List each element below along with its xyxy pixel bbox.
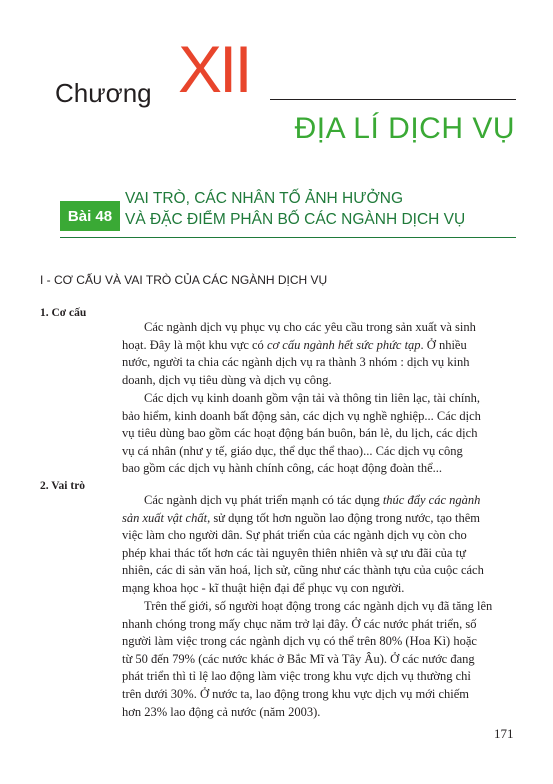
text-line: trên dưới 30%. Ở nước ta, lao động trong khu vực dịch vụ mới chiếm (122, 686, 470, 701)
text-span: Các ngành dịch vụ phát triển mạnh có tác dụng (144, 493, 383, 507)
text-line: doanh, dịch vụ tiêu dùng và dịch vụ công. (122, 372, 332, 387)
section-heading: I - CƠ CẤU VÀ VAI TRÒ CỦA CÁC NGÀNH DỊCH VỤ (40, 273, 328, 287)
text-line: bao gồm các dịch vụ hành chính công, các hoạt động đoàn thể... (122, 461, 443, 476)
text-line: vụ tiêu dùng bao gồm các hoạt động bán buôn, bán lẻ, du lịch, các dịch (122, 426, 478, 441)
lesson-title-line-1: VAI TRÒ, CÁC NHÂN TỐ ẢNH HƯỞNG (125, 190, 404, 207)
chapter-title: ĐỊA LÍ DỊCH VỤ (294, 112, 515, 145)
text-line: Trên thế giới, số người hoạt động trong các ngành dịch vụ đã tăng lên (144, 599, 493, 613)
chapter-number: XII (178, 32, 250, 106)
text-line: phát triển thì tỉ lệ lao động làm việc trong khu vực dịch vụ thường chỉ (122, 669, 471, 684)
text-line: nước, người ta chia các ngành dịch vụ ra thành 3 nhóm : dịch vụ kinh (122, 355, 470, 370)
text-line: người làm việc trong các ngành dịch vụ có thể trên 80% (Hoa Kì) hoặc (122, 634, 477, 649)
text-line: nhiên, các di sản văn hoá, lịch sử, cũng như các thành tựu của cuộc cách (122, 563, 484, 578)
text-span: . Ở nhiều (420, 337, 467, 352)
text-line (122, 492, 518, 510)
text-line: hơn 23% lao động cả nước (năm 2003). (122, 704, 321, 719)
text-line: Các dịch vụ kinh doanh gồm vận tải và thông tin liên lạc, tài chính, (144, 391, 481, 405)
text-line (122, 337, 518, 355)
paragraph-role-2 (122, 598, 518, 721)
text-span: hoạt. Đây là một khu vực có (122, 337, 267, 352)
paragraph-structure-1 (122, 319, 518, 389)
text-line: bảo hiểm, kinh doanh bất động sản, các dịch vụ nghề nghiệp... Các dịch (122, 408, 481, 423)
text-line: mạng khoa học - kĩ thuật hiện đại để phục vụ con người. (122, 580, 405, 595)
page-number: 171 (494, 726, 514, 741)
chapter-word: Chương (55, 78, 152, 108)
lesson-underline (60, 237, 516, 238)
text-line: việc làm cho người dân. Sự phát triển của các ngành dịch vụ còn cho (122, 528, 467, 543)
emphasis-text: thúc đẩy các ngành (382, 493, 481, 507)
lesson-title (125, 188, 520, 230)
text-line: nhanh chóng trong mấy chục năm trở lại đây. Ở các nước phát triển, số (122, 616, 477, 631)
text-line: Các ngành dịch vụ phục vụ cho các yêu cầu trong sản xuất và sinh (144, 320, 476, 334)
text-line: phép khai thác tốt hơn các tài nguyên thiên nhiên và sự ưu đãi của tự (122, 545, 466, 560)
text-line (122, 510, 518, 528)
subheading-role: 2. Vai trò (40, 480, 86, 492)
emphasis-text: sản xuất vật chất (122, 510, 208, 525)
text-line: từ 50 đến 79% (các nước khác ở Bắc Mĩ và Tây Âu). Ở các nước đang (122, 651, 475, 666)
text-line: vụ cá nhân (như y tế, giáo dục, thể dục thể thao)... Các dịch vụ công (122, 443, 463, 458)
paragraph-role-1 (122, 492, 518, 598)
lesson-badge: Bài 48 (60, 201, 120, 231)
text-span: , sử dụng tốt hơn nguồn lao động trong nước, tạo thêm (207, 510, 480, 525)
emphasis-text: cơ cấu ngành hết sức phức tạp (266, 337, 421, 352)
subheading-structure: 1. Cơ cấu (40, 307, 87, 319)
paragraph-structure-2 (122, 390, 518, 478)
lesson-title-line-2: VÀ ĐẶC ĐIỂM PHÂN BỐ CÁC NGÀNH DỊCH VỤ (125, 211, 466, 228)
chapter-rule (270, 99, 516, 100)
